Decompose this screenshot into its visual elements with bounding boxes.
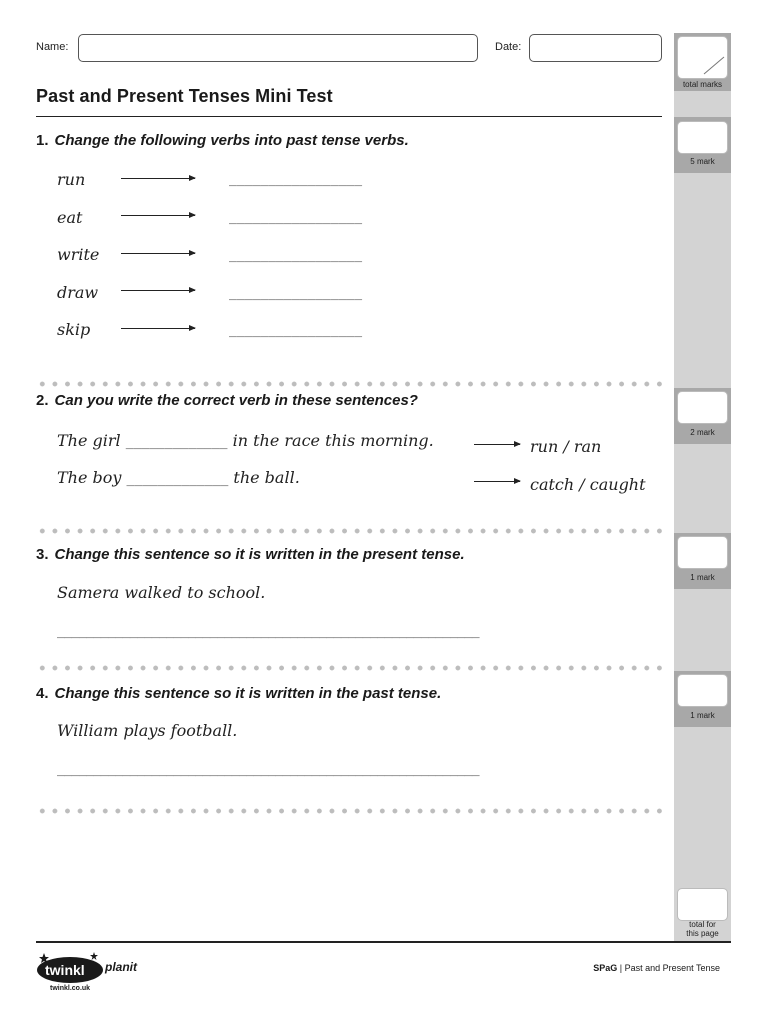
twinkl-logo-icon <box>36 950 106 990</box>
arrow-icon <box>121 178 195 179</box>
q1-number: 1. <box>36 132 49 149</box>
answer-blank-run[interactable]: _________________ <box>229 172 363 187</box>
q4-mark-label: 1 mark <box>690 711 715 720</box>
q3-sentence: Samera walked to school. <box>57 583 266 602</box>
page-total-box[interactable] <box>677 888 728 921</box>
q1-mark-box[interactable] <box>677 121 728 154</box>
title-rule <box>36 116 662 117</box>
answer-blank-eat[interactable]: _________________ <box>229 210 363 225</box>
q3-mark-label: 1 mark <box>690 573 715 582</box>
answer-blank-skip[interactable]: _________________ <box>229 323 363 338</box>
logo-text: twinkl <box>45 962 85 978</box>
verb-write: write <box>57 245 100 264</box>
footer-caption <box>593 963 720 973</box>
q2-sentence-1: The girl _____________ in the race this morning. <box>57 431 434 450</box>
verb-skip: skip <box>57 320 91 339</box>
page-total-label <box>674 920 731 938</box>
q2-prompt: 2. Can you write the correct verb in these sentences? <box>36 392 418 409</box>
q1-mark-label: 5 mark <box>690 157 715 166</box>
dotted-divider <box>36 808 662 814</box>
arrow-icon <box>121 290 195 291</box>
name-field[interactable] <box>78 34 478 62</box>
page-total-label-line1: total for <box>689 920 716 929</box>
q2-options-1: run / ran <box>530 437 602 456</box>
verb-run: run <box>57 170 86 189</box>
answer-blank-draw[interactable]: _________________ <box>229 286 363 301</box>
verb-eat: eat <box>57 208 83 227</box>
dotted-divider <box>36 528 662 534</box>
q1-prompt: 1. Change the following verbs into past tense verbs. <box>36 132 409 149</box>
q2-blank-1[interactable]: _____________ <box>125 435 228 450</box>
twinkl-logo <box>36 948 146 996</box>
arrow-icon <box>121 253 195 254</box>
q4-prompt: 4. Change this sentence so it is written in the past tense. <box>36 685 442 702</box>
q4-sentence: William plays football. <box>57 721 238 740</box>
q3-prompt: 3. Change this sentence so it is written in the present tense. <box>36 546 465 563</box>
q3-number: 3. <box>36 546 49 563</box>
date-field[interactable] <box>529 34 662 62</box>
q2-sentence-2: The boy _____________ the ball. <box>57 468 300 487</box>
name-label: Name: <box>36 41 69 53</box>
arrow-icon <box>474 481 520 482</box>
footer-separator: | <box>617 963 625 973</box>
q4-number: 4. <box>36 685 49 702</box>
verb-draw: draw <box>57 283 99 302</box>
q2-number: 2. <box>36 392 49 409</box>
total-marks-label: total marks <box>682 80 723 89</box>
footer-rule <box>36 941 731 943</box>
arrow-icon <box>121 328 195 329</box>
total-marks-box[interactable] <box>677 36 728 79</box>
arrow-icon <box>121 215 195 216</box>
site-url: twinkl.co.uk <box>50 985 91 992</box>
page-total-label-line2: this page <box>686 929 719 938</box>
dotted-divider <box>36 381 662 387</box>
q4-mark-box[interactable] <box>677 674 728 707</box>
q2-mark-label: 2 mark <box>690 428 715 437</box>
dotted-divider <box>36 665 662 671</box>
q2-mark-box[interactable] <box>677 391 728 424</box>
planit-label: planit <box>105 960 137 974</box>
q3-answer-line[interactable]: __________________________________________________________ <box>57 624 480 639</box>
q4-answer-line[interactable]: __________________________________________________________ <box>57 762 480 777</box>
arrow-icon <box>474 444 520 445</box>
q2-options-2: catch / caught <box>530 475 646 494</box>
footer-topic: Past and Present Tense <box>624 963 720 973</box>
diagonal-slash-icon <box>678 37 727 78</box>
q2-blank-2[interactable]: _____________ <box>126 472 229 487</box>
footer-subject: SPaG <box>593 963 618 973</box>
answer-blank-write[interactable]: _________________ <box>229 248 363 263</box>
q3-mark-box[interactable] <box>677 536 728 569</box>
date-label: Date: <box>495 41 522 53</box>
page-title: Past and Present Tenses Mini Test <box>36 86 333 106</box>
